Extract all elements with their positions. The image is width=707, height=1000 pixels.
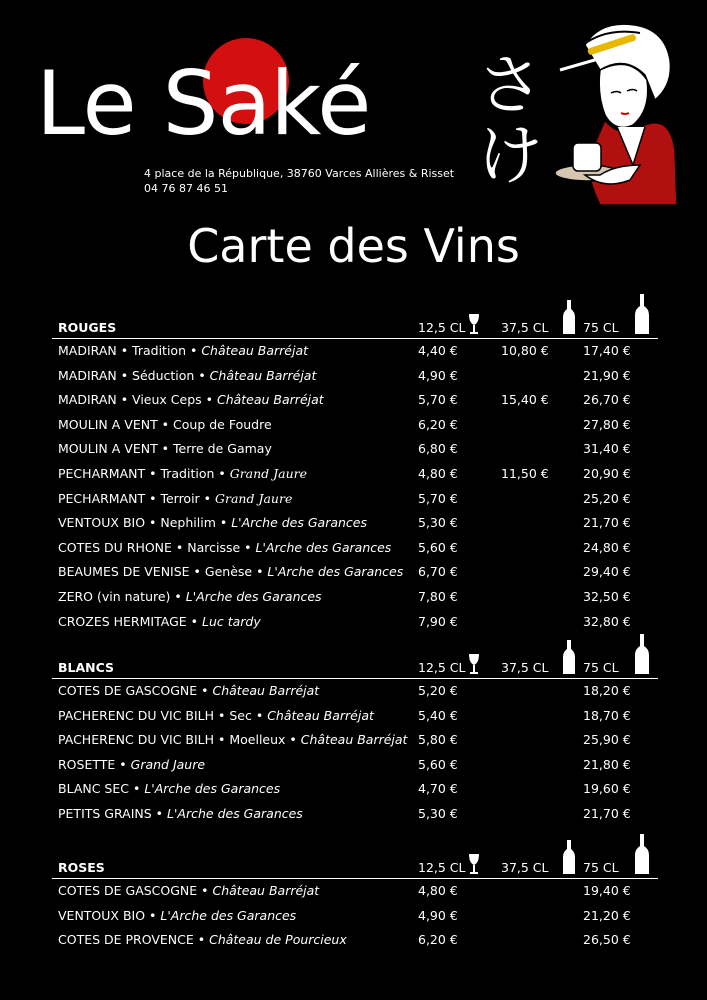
half-bottle-icon: [562, 299, 576, 335]
list-item: MADIRAN • Tradition • Château Barréjat 4,40 € 10,80 € 17,40 €: [58, 343, 631, 358]
list-item: COTES DE GASCOGNE • Château Barréjat 4,80 € 19,40 €: [58, 883, 631, 898]
col-75cl: 75 CL: [583, 660, 619, 675]
wine-list: [52, 679, 658, 827]
page-title: Carte des Vins: [187, 219, 520, 273]
list-item: COTES DE PROVENCE • Château de Pourcieux 6,20 € 26,50 €: [58, 932, 631, 948]
address-text: 4 place de la République, 38760 Varces Allières & Risset: [144, 167, 455, 180]
list-item: COTES DE GASCOGNE • Château Barréjat 5,20 € 18,20 €: [58, 683, 631, 698]
col-37cl: 37,5 CL: [501, 860, 549, 875]
list-item: COTES DU RHONE • Narcisse • L'Arche des Garances 5,60 € 24,80 €: [58, 539, 631, 555]
geisha-illustration: [545, 15, 680, 205]
list-item: BLANC SEC • L'Arche des Garances 4,70 € 19,60 €: [58, 781, 631, 797]
wine-list: [52, 879, 658, 953]
col-75cl: 75 CL: [583, 860, 619, 875]
section-title: ROSES: [58, 860, 105, 875]
section-roses: [52, 856, 658, 953]
col-12cl: 12,5 CL: [418, 660, 466, 675]
list-item: MOULIN A VENT • Coup de Foudre 6,20 € 27,80 €: [58, 416, 631, 432]
wine-glass-icon: [467, 853, 481, 875]
kanji-ke: け: [477, 117, 543, 190]
brand-logo: Le Saké: [36, 52, 371, 155]
bottle-icon: [634, 633, 650, 675]
col-37cl: 37,5 CL: [501, 660, 549, 675]
list-item: VENTOUX BIO • Nephilim • L'Arche des Garances 5,30 € 21,70 €: [58, 515, 631, 531]
section-header: [52, 856, 658, 879]
section-title: ROUGES: [58, 320, 117, 335]
bottle-icon: [634, 293, 650, 335]
list-item: CROZES HERMITAGE • Luc tardy 7,90 € 32,80 €: [58, 613, 631, 629]
section-header: [52, 656, 658, 679]
section-blancs: [52, 656, 658, 827]
wine-list: [52, 339, 658, 634]
list-item: BEAUMES DE VENISE • Genèse • L'Arche des Garances 6,70 € 29,40 €: [58, 564, 631, 580]
col-12cl: 12,5 CL: [418, 320, 466, 335]
half-bottle-icon: [562, 639, 576, 675]
list-item: PACHERENC DU VIC BILH • Moelleux • Château Barréjat 5,80 € 25,90 €: [58, 732, 631, 748]
list-item: VENTOUX BIO • L'Arche des Garances 4,90 € 21,20 €: [58, 907, 631, 923]
header: [0, 0, 707, 210]
list-item: ROSETTE • Grand Jaure 5,60 € 21,80 €: [58, 756, 631, 772]
col-75cl: 75 CL: [583, 320, 619, 335]
section-rouges: [52, 316, 658, 634]
kanji-sa: さ: [477, 47, 543, 124]
col-12cl: 12,5 CL: [418, 860, 466, 875]
list-item: PETITS GRAINS • L'Arche des Garances 5,30 € 21,70 €: [58, 805, 631, 821]
list-item: MADIRAN • Vieux Ceps • Château Barréjat 5,70 € 15,40 € 26,70 €: [58, 392, 631, 408]
wine-glass-icon: [467, 313, 481, 335]
list-item: MOULIN A VENT • Terre de Gamay 6,80 € 31,40 €: [58, 441, 631, 457]
wine-glass-icon: [467, 653, 481, 675]
col-37cl: 37,5 CL: [501, 320, 549, 335]
address-block: [144, 166, 454, 196]
half-bottle-icon: [562, 839, 576, 875]
bottle-icon: [634, 833, 650, 875]
list-item: PECHARMANT • Terroir • Grand Jaure 5,70 € 25,20 €: [58, 490, 631, 506]
section-title: BLANCS: [58, 660, 115, 675]
list-item: MADIRAN • Séduction • Château Barréjat 4,90 € 21,90 €: [58, 367, 631, 383]
sake-kanji: [470, 40, 550, 190]
list-item: ZERO (vin nature) • L'Arche des Garances 7,80 € 32,50 €: [58, 588, 631, 604]
list-item: PACHERENC DU VIC BILH • Sec • Château Barréjat 5,40 € 18,70 €: [58, 707, 631, 723]
section-header: [52, 316, 658, 339]
phone-text: 04 76 87 46 51: [144, 182, 228, 195]
list-item: PECHARMANT • Tradition • Grand Jaure 4,80 € 11,50 € 20,90 €: [58, 465, 631, 481]
